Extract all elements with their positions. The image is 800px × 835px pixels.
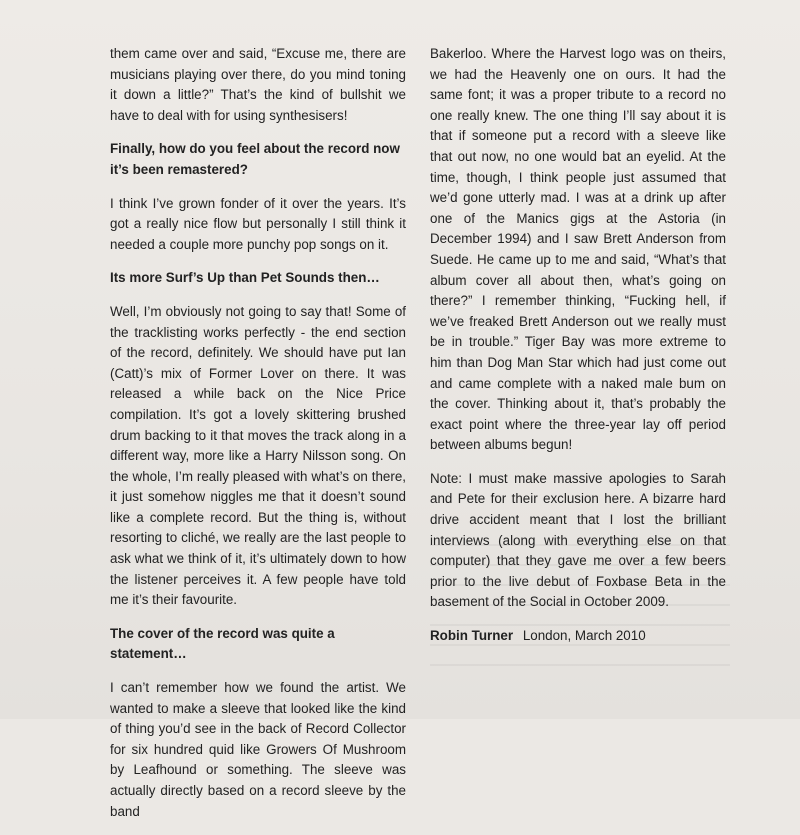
interview-question: Its more Surf’s Up than Pet Sounds then… [110, 270, 380, 286]
place-date: London, March 2010 [522, 628, 646, 644]
author-note: Note: I must make massive apologies to Sarah and Pete for their exclusion here. A bizarre hard drive accident meant that I lost the brilliant interviews (along with everything else on that computer) that they gave me over a few beers prior to the live debut of Foxbase Beta in the basement of the Social in October 2009. [430, 470, 726, 610]
interview-question: The cover of the record was quite a statement… [110, 625, 335, 662]
show-through-texture [430, 530, 730, 680]
interview-question: Finally, how do you feel about the record now it’s been remastered? [110, 141, 400, 177]
paragraph: Bakerloo. Where the Harvest logo was on theirs, we had the Heavenly one on ours. It had the same font; it was a proper tribute to a record no one really knew. The one thing I’ll say about it is that if someone put a record with a sleeve like that out now, no one would bat an eyelid. At the time, though, I think people just assumed that we’d gone utterly mad. I was at a drink up after one of the Manics gigs at the Astoria (in December 1994) and I saw Brett Anderson from Suede. He came up to me and said, “What’s that album cover all about then, what’s going on there?” I remember thinking, “Fucking hell, if we’ve freaked Brett Anderson out we really must be in trouble.” Tiger Bay was more extreme to him than Dog Man Star which had just come out and came complete with a naked male bum on the cover. Thinking about it, that’s probably the exact point where the three-year lay off period between albums begun! [430, 46, 726, 453]
left-column [110, 44, 406, 835]
interview-answer: I think I’ve grown fonder of it over the years. It’s got a really nice flow but personally I still think it needed a couple more punchy pop songs on it. [110, 195, 406, 252]
paragraph: them came over and said, “Excuse me, there are musicians playing over there, do you mind toning it down a little?” That’s the kind of bullshit we have to deal with for using synthesisers! [110, 46, 406, 123]
interview-answer: Well, I’m obviously not going to say that! Some of the tracklisting works perfectly - the end section of the record, definitely. We should have put Ian (Catt)’s mix of Former Lover on there. It was released a while back on the Nice Price compilation. It’s got a lovely skittering brushed drum backing to it that moves the track along in a different way, more like a Harry Nilsson song. On the whole, I’m really pleased with what’s on there, it just somehow niggles me that it doesn’t sound like a complete record. But the thing is, without resorting to cliché, we really are the last people to ask what we think of it, it’s ultimately down to how the listener perceives it. A few people have told me it’s their favourite. [110, 303, 406, 608]
author-name: Robin Turner [430, 628, 514, 644]
interview-answer: I can’t remember how we found the artist. We wanted to make a sleeve that looked like the kind of thing you’d see in the back of Record Collector for six hundred quid like Growers Of Mushroom by Leafhound or something. The sleeve was actually directly based on a record sleeve by the band [110, 680, 406, 819]
